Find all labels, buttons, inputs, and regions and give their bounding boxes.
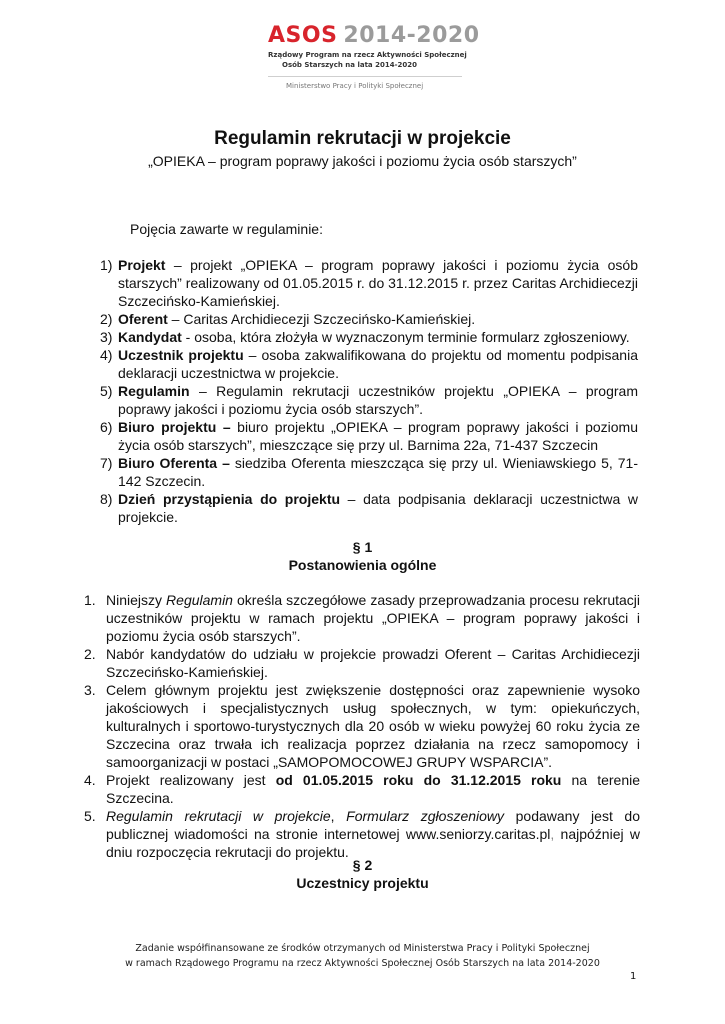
list-number: 6) [100, 419, 113, 435]
provision-text: Celem głównym projektu jest zwiększenie dostępności oraz zapewnienie wysoko jakościowych i specjalistycznych usług społecznych, w tym: opiekuńczych, kulturalnych i sportowo-turystycznych dla 20 osób w wieku powyżej 60 roku życia ze Szczecina oraz trwała ich realizacja poprzez działania na rzecz samopomocy i samoorganizacji w postaci „SAMOPOMOCOWEJ GRUPY WSPARCIA”. [106, 682, 640, 770]
provision-bold-text: od 01.05.2015 roku do 31.12.2015 roku [275, 772, 562, 788]
list-number: 8) [100, 491, 113, 507]
definition-item [100, 382, 638, 418]
definition-term: Regulamin [118, 383, 190, 399]
footer-line1: Zadanie współfinansowane ze środków otrzymanych od Ministerstwa Pracy i Polityki Społecznej [135, 943, 590, 954]
definition-term: Biuro Oferenta – [118, 455, 230, 471]
provision-item [84, 681, 640, 771]
list-number: 2. [84, 646, 96, 662]
footer-line2: w ramach Rządowego Programu na rzecz Aktywności Społecznej Osób Starszych na lata 2014-2020 [125, 958, 600, 969]
provision-item [84, 591, 640, 645]
asos-logo [268, 22, 480, 90]
definition-text: - osoba, która złożyła w wyznaczonym terminie formularz zgłoszeniowy. [181, 329, 630, 345]
provision-item [84, 807, 641, 861]
provision-text: Niniejszy [106, 592, 167, 608]
provision-text: Projekt realizowany jest [106, 772, 276, 788]
definition-text: – data podpisania deklaracji uczestnictwa w projekcie. [118, 491, 638, 525]
document-subtitle: „OPIEKA – program poprawy jakości i poziomu życia osób starszych” [148, 153, 577, 169]
list-number: 4) [100, 347, 113, 363]
section1-title: Postanowienia ogólne [288, 557, 437, 573]
section2-sign: § 2 [352, 857, 373, 873]
definition-text: – Caritas Archidiecezji Szczecińsko-Kamieńskiej. [167, 311, 476, 327]
provision-grey-comma: , [550, 826, 555, 842]
section2-title: Uczestnicy projektu [296, 875, 429, 891]
definition-term: Dzień przystąpienia do projektu [118, 491, 341, 507]
list-number: 3) [100, 329, 113, 345]
logo-years-text: 2014-2020 [343, 23, 480, 48]
definition-item [100, 490, 638, 526]
definition-item [100, 346, 638, 382]
definition-item [100, 310, 638, 328]
page-footer [0, 941, 725, 971]
provision-text: , [330, 808, 347, 824]
list-number: 1. [84, 592, 96, 608]
ministry-text: Ministerstwo Pracy i Polityki Społecznej [286, 82, 424, 90]
definition-item [100, 328, 638, 346]
logo-divider [268, 76, 462, 77]
provision-text: podawany jest do publicznej wiadomości na stronie internetowej www.seniorzy.caritas.pl [106, 808, 641, 842]
page-number: 1 [630, 971, 637, 982]
list-number: 7) [100, 455, 113, 471]
list-number: 1) [100, 257, 113, 273]
definition-term: Projekt [118, 257, 166, 273]
provision-text: na terenie Szczecina. [106, 772, 640, 806]
list-number: 3. [84, 682, 96, 698]
list-number: 2) [100, 311, 113, 327]
list-number: 5. [84, 808, 96, 824]
intro-text: Pojęcia zawarte w regulaminie: [130, 221, 323, 237]
logo-subtitle-line2: Osób Starszych na lata 2014-2020 [282, 61, 417, 69]
definition-text: – osoba zakwalifikowana do projektu od momentu podpisania deklaracji uczestnictwa w projekcie. [118, 347, 638, 381]
document-title: Regulamin rekrutacji w projekcie [214, 128, 511, 149]
definition-text: siedziba Oferenta mieszcząca się przy ul. Wieniawskiego 5, 71-142 Szczecin. [118, 455, 638, 489]
provision-text: określa szczegółowe zasady przeprowadzania procesu rekrutacji uczestników projektu w ramach projektu „OPIEKA – program poprawy jakości i poziomu życia osób starszych”. [106, 592, 640, 644]
definition-term: Kandydat [118, 329, 182, 345]
definition-text: – projekt „OPIEKA – program poprawy jakości i poziomu życia osób starszych” realizowany od 01.05.2015 r. do 31.12.2015 r. przez Caritas Archidiecezji Szczecińsko-Kamieńskiej. [118, 257, 638, 309]
provision-item [84, 771, 640, 807]
general-provisions-list [84, 591, 641, 861]
provision-italic-text: Regulamin [166, 592, 233, 608]
section1-sign: § 1 [352, 539, 373, 555]
list-number: 4. [84, 772, 96, 788]
logo-title [268, 22, 480, 50]
definition-text: biuro projektu „OPIEKA – program poprawy jakości i poziomu życia osób starszych”, mieszczące się przy ul. Barnima 22a, 71-437 Szczecin [118, 419, 638, 453]
definition-term: Oferent [118, 311, 168, 327]
definition-term: Biuro projektu – [118, 419, 231, 435]
definition-item [100, 256, 638, 310]
logo-asos-text: ASOS [268, 23, 338, 48]
provision-item [84, 645, 640, 681]
provision-text: najpóźniej w dniu rozpoczęcia rekrutacji do projektu. [106, 826, 640, 860]
definition-text: – Regulamin rekrutacji uczestników projektu „OPIEKA – program poprawy jakości i poziomu życia osób starszych”. [118, 383, 638, 417]
list-number: 5) [100, 383, 113, 399]
provision-italic-text: Regulamin rekrutacji w projekcie [106, 808, 331, 824]
definition-item [100, 418, 638, 454]
provision-text: Nabór kandydatów do udziału w projekcie prowadzi Oferent – Caritas Archidiecezji Szczecińsko-Kamieńskiej. [106, 646, 640, 680]
definitions-list [100, 256, 638, 526]
definition-term: Uczestnik projektu [118, 347, 244, 363]
definition-item [100, 454, 638, 490]
logo-subtitle-line1: Rządowy Program na rzecz Aktywności Społecznej [268, 51, 467, 59]
provision-italic-text: Formularz zgłoszeniowy [346, 808, 505, 824]
